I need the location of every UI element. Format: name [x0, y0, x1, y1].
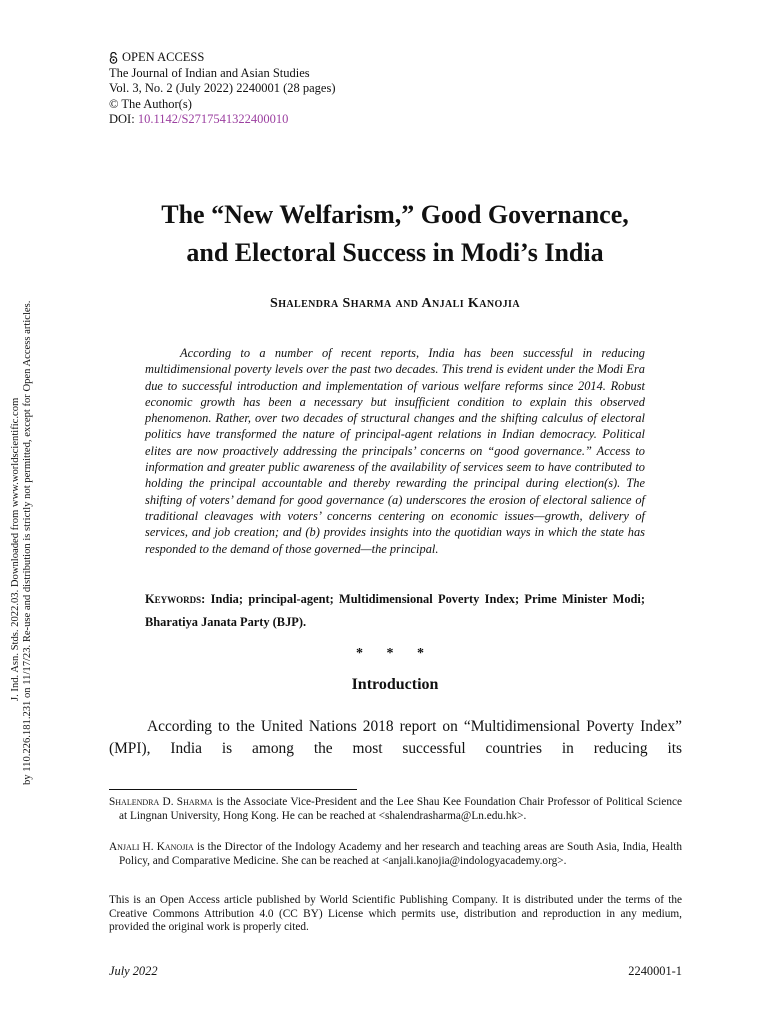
copyright-line: © The Author(s) — [109, 96, 192, 111]
journal-name: The Journal of Indian and Asian Studies — [109, 65, 310, 80]
open-access-icon — [109, 52, 118, 63]
section-separator: * * * — [356, 646, 434, 661]
doi-label: DOI: — [109, 112, 135, 126]
introduction-paragraph: According to the United Nations 2018 report on “Multidimensional Poverty Index” (MPI), India is among the most successful countries in reducing its — [109, 718, 682, 757]
open-access-label: OPEN ACCESS — [122, 50, 205, 64]
section-heading-introduction: Introduction — [351, 676, 439, 693]
article-title — [90, 196, 700, 272]
watermark-line-2: by 110.226.181.231 on 11/17/23. Re-use and distribution is strictly not permitted, except for Open Access articles. — [22, 300, 33, 785]
download-watermark — [0, 0, 40, 1024]
author-footnote-1 — [109, 796, 682, 823]
journal-header — [109, 50, 336, 128]
footnote-author-name: Shalendra D. Sharma — [109, 796, 213, 808]
open-access-notice: This is an Open Access article published by World Scientific Publishing Company. It is distributed under the terms of the Creative Commons Attribution 4.0 (CC BY) License which permits use, distribution and reproduction in any medium, provided the original work is properly cited. — [109, 894, 682, 933]
keywords — [145, 588, 645, 634]
keywords-label: Keywords: — [145, 592, 206, 606]
footnote-text: is the Director of the Indology Academy and her research and teaching areas are South Asia, India, Health Policy, and Comparative Medicine. She can be reached at <anjali.kanojia@indologyacademy.org>. — [119, 841, 682, 867]
title-line-2: and Electoral Success in Modi’s India — [186, 238, 604, 267]
author-footnote-2 — [109, 841, 682, 868]
volume-info: Vol. 3, No. 2 (July 2022) 2240001 (28 pages) — [109, 81, 336, 95]
keywords-list: India; principal-agent; Multidimensional Poverty Index; Prime Minister Modi; Bharatiya Janata Party (BJP). — [145, 592, 645, 629]
title-line-1: The “New Welfarism,” Good Governance, — [161, 200, 629, 229]
watermark-line-1: J. Ind. Asn. Stds. 2022.03. Downloaded from www.worldscientific.com — [10, 397, 21, 701]
author-names: Shalendra Sharma and Anjali Kanojia — [270, 296, 520, 311]
footer-date: July 2022 — [109, 964, 158, 978]
doi-link[interactable]: 10.1142/S2717541322400010 — [137, 112, 289, 126]
footnote-author-name: Anjali H. Kanojia — [109, 841, 194, 853]
doi-line — [109, 112, 336, 128]
page-number: 2240001-1 — [628, 964, 682, 978]
abstract: According to a number of recent reports, India has been successful in reducing multidimensional poverty levels over the past two decades. This trend is evident under the Modi Era due to successful introduction and implementation of various welfare reforms since 2014. Robust economic growth has been a necessary but insufficient condition to explain this observed phenomenon. Rather, over two decades of structural changes and the shifting calculus of electoral politics have transformed the nature of principal-agent relations in Indian democracy. Political elites are now proactively addressing the principals’ concerns on “good governance.” Access to information and greater public awareness of the availability of services seem to have contributed to holding the principal accountable and thereby rewarding the principal during election(s). The shifting of voters’ demand for good governance (a) underscores the erosion of electoral salience of traditional cleavages with voters’ concerns centering on economic issues—growth, delivery of services, and job creation; and (b) provides insights into the quotidian ways in which the state has responded to the demand of those governed—the principal. — [145, 346, 645, 556]
open-access-line — [109, 50, 336, 66]
footnote-text: is the Associate Vice-President and the Lee Shau Kee Foundation Chair Professor of Political Science at Lingnan University, Hong Kong. He can be reached at <shalendrasharma@Ln.edu.hk>. — [119, 796, 682, 822]
footnote-divider — [109, 789, 357, 790]
